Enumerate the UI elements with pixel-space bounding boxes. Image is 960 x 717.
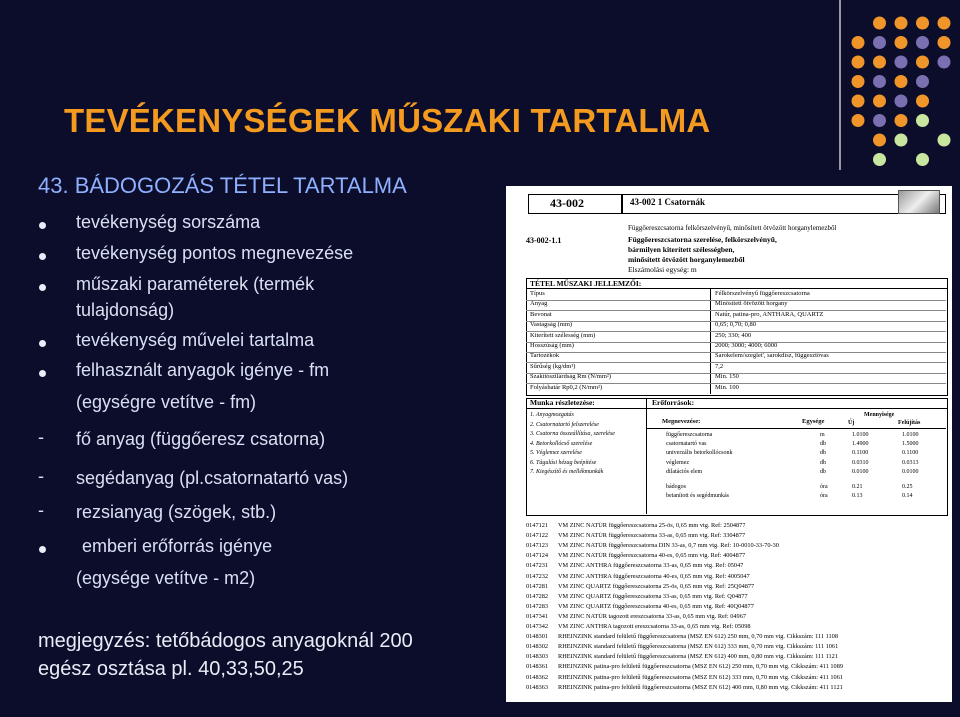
decorative-dot bbox=[895, 56, 908, 69]
resource-name: betanított és segédmunkás bbox=[666, 493, 729, 500]
product-desc: VM ZINC NATÚR függőereszcsatorna 33-as, 0,65 mm vtg. Ref: 3304877 bbox=[558, 532, 746, 540]
dash-item: rezsianyag (szögek, stb.) bbox=[76, 502, 277, 522]
dash-item: fő anyag (függőeresz csatorna) bbox=[76, 429, 326, 449]
work-item: 4. Betorkollócső szerelése bbox=[530, 440, 593, 447]
bullet-item: emberi erőforrás igénye bbox=[82, 536, 273, 556]
resource-new: 1.0100 bbox=[852, 432, 869, 438]
decorative-dot bbox=[852, 75, 865, 88]
decorative-dot bbox=[916, 95, 929, 108]
resource-new: 0.0310 bbox=[852, 459, 869, 466]
product-code: 0147283 bbox=[526, 602, 549, 610]
decorative-dot bbox=[895, 75, 908, 88]
work-item: 5. Véglemez szerelése bbox=[530, 450, 582, 456]
prop-label: Bevonat bbox=[530, 310, 552, 318]
resource-name: dilatációs elem bbox=[666, 468, 703, 475]
dash-marker: - bbox=[38, 500, 44, 520]
row-divider bbox=[526, 310, 946, 311]
dash-marker: - bbox=[38, 427, 44, 447]
resource-name: csatornatartó vas bbox=[666, 441, 707, 448]
prop-label: Vastagság (mm) bbox=[530, 321, 573, 329]
top-line: Függőereszcsatorna felkörszelvényű, minősített ötvözött horganylemezből bbox=[628, 224, 837, 232]
product-desc: VM ZINC NATÚR függőereszcsatorna DIN 33-as, 0,7 mm vtg. Ref: 10-0010-33-70-30 bbox=[558, 542, 779, 550]
bullet-item: műszaki paraméterek (termék bbox=[76, 274, 315, 294]
bullet-item-continuation: (egysége vetítve - m2) bbox=[76, 568, 256, 588]
decorative-dot bbox=[916, 36, 929, 49]
work-item: 3. Csatorna összeállítása, szerelése bbox=[530, 431, 615, 437]
decorative-dot bbox=[916, 114, 929, 127]
decorative-dot bbox=[938, 134, 951, 147]
work-title: Munka részletezése: bbox=[530, 398, 595, 407]
res-header-renovation: Felújítás bbox=[898, 420, 921, 426]
divider bbox=[646, 428, 946, 429]
decorative-dot bbox=[895, 134, 908, 147]
prop-value: 7,2 bbox=[715, 362, 724, 370]
product-code: 0147341 bbox=[526, 612, 549, 620]
bullet-dot-icon bbox=[39, 340, 46, 347]
decorative-dot bbox=[895, 114, 908, 127]
row-divider bbox=[526, 321, 946, 322]
work-item: 1. Anyagmozgatás bbox=[530, 412, 574, 418]
res-header-unit: Egysége bbox=[802, 418, 825, 425]
row-divider bbox=[526, 373, 946, 374]
product-desc: RHEINZINK standard felületű függőereszcsatorna (MSZ EN 612) 400 mm, 0,80 mm vtg. Cikkszám: 111 1121 bbox=[558, 653, 838, 661]
divider bbox=[526, 288, 948, 289]
top-line: Függőereszcsatorna szerelése, felkörszelvényű, bbox=[628, 235, 777, 244]
resource-unit: db bbox=[820, 441, 826, 448]
resource-renovation: 0.14 bbox=[902, 493, 913, 500]
prop-value: Sarokelem/szeglet', sarokdísz, függesztővas bbox=[715, 352, 829, 360]
decorative-dot bbox=[852, 36, 865, 49]
product-code: 0148362 bbox=[526, 673, 549, 681]
work-item: 7. Kiegészítő és mellékmunkák bbox=[530, 469, 604, 475]
item-number: 43-002-1.1 bbox=[526, 236, 562, 245]
decorative-dot bbox=[873, 153, 886, 166]
decorative-dot bbox=[852, 95, 865, 108]
row-divider bbox=[526, 383, 946, 384]
decorative-dot bbox=[938, 36, 951, 49]
resources-title: Erőforrások: bbox=[652, 398, 695, 407]
decorative-dot bbox=[916, 153, 929, 166]
bullet-item-continuation: tulajdonság) bbox=[76, 300, 175, 320]
product-desc: RHEINZINK standard felületű függőereszcsatorna (MSZ EN 612) 333 mm, 0,70 mm vtg. Cikkszám: 111 1061 bbox=[558, 643, 839, 651]
prop-label: Hosszúság (mm) bbox=[530, 342, 574, 349]
decorative-dot bbox=[852, 114, 865, 127]
resource-name: véglemez bbox=[666, 459, 689, 466]
product-desc: VM ZINC NATÚR függőereszcsatorna 40-es, 0,65 mm vtg. Ref: 4004877 bbox=[558, 552, 746, 560]
prop-value: 2000; 3000; 4000; 6000 bbox=[715, 342, 778, 349]
top-line: bármilyen kiterített szélességben, bbox=[628, 245, 735, 254]
decorative-dot bbox=[873, 56, 886, 69]
bullet-dot-icon bbox=[39, 253, 46, 260]
decorative-dot bbox=[873, 134, 886, 147]
decorative-dot bbox=[916, 17, 929, 30]
prop-label: Tartozékok bbox=[530, 352, 560, 360]
spec-document bbox=[506, 186, 952, 702]
product-code: 0147121 bbox=[526, 522, 549, 529]
prop-value: Min. 100 bbox=[715, 383, 739, 391]
product-desc: RHEINZINK standard felületű függőereszcsatorna (MSZ EN 612) 250 mm, 0,70 mm vtg. Cikkszám: 111 1108 bbox=[558, 633, 838, 641]
prop-value: Min. 150 bbox=[715, 373, 739, 381]
product-desc: VM ZINC ANTHRA függőereszcsatorna 33-as, 0,65 mm vtg. Ref: 05047 bbox=[558, 562, 744, 570]
resource-new: 0.0100 bbox=[852, 468, 869, 475]
res-header-name: Megnevezése: bbox=[662, 418, 701, 425]
bullet-dot-icon bbox=[39, 284, 46, 291]
product-code: 0147231 bbox=[526, 562, 549, 570]
resource-renovation: 0.1100 bbox=[902, 450, 919, 457]
product-desc: VM ZINC QUARTZ függőereszcsatorna 40-es, 0,65 mm vtg. Ref: 40Q04877 bbox=[558, 602, 754, 610]
decorative-dot bbox=[938, 17, 951, 30]
decorative-dot bbox=[895, 36, 908, 49]
product-code: 0147122 bbox=[526, 532, 549, 540]
prop-value: Natúr, patina-pro, ANTHARA, QUARTZ bbox=[715, 310, 824, 318]
prop-label: Kiterített szélesség (mm) bbox=[530, 331, 596, 339]
decorative-dot bbox=[852, 56, 865, 69]
resource-name: univerzális betorkollócsonk bbox=[666, 450, 733, 457]
resource-renovation: 0.0100 bbox=[902, 468, 919, 475]
work-item: 2. Csatornatartó felszerelése bbox=[530, 421, 599, 428]
resource-renovation: 1.0100 bbox=[902, 432, 919, 438]
resource-unit: óra bbox=[820, 484, 828, 490]
prop-value: 250; 330; 400 bbox=[715, 331, 752, 339]
product-code: 0148302 bbox=[526, 643, 549, 651]
dash-marker: - bbox=[38, 466, 44, 486]
prop-value: Minősített ötvözött horgany bbox=[715, 300, 788, 308]
divider bbox=[646, 398, 647, 514]
prop-value: Félkörszelvényű függőereszcsatorna bbox=[715, 290, 810, 297]
product-desc: RHEINZINK patina-pro felületű függőereszcsatorna (MSZ EN 612) 333 mm, 0,70 mm vtg. Cikkszám: 411 1061 bbox=[558, 673, 843, 681]
bullet-dot-icon bbox=[39, 222, 46, 229]
prop-label: Anyag bbox=[530, 300, 548, 308]
decorative-dot bbox=[895, 17, 908, 30]
bullet-dot-icon bbox=[39, 546, 46, 553]
decorative-dot bbox=[873, 114, 886, 127]
row-divider bbox=[526, 300, 946, 301]
decorative-dot bbox=[916, 75, 929, 88]
resource-renovation: 0.25 bbox=[902, 484, 913, 490]
decorative-dot bbox=[873, 95, 886, 108]
resource-new: 0.13 bbox=[852, 493, 863, 500]
bullet-item-continuation: (egységre vetítve - fm) bbox=[76, 392, 257, 412]
top-line: minősített ötvözött horganylemezből bbox=[628, 255, 745, 264]
resource-new: 1.4900 bbox=[852, 441, 869, 448]
bullet-item: felhasznált anyagok igénye - fm bbox=[76, 360, 330, 380]
row-divider bbox=[526, 342, 946, 343]
resource-renovation: 1.5000 bbox=[902, 441, 919, 448]
divider bbox=[526, 408, 948, 409]
row-divider bbox=[526, 352, 946, 353]
decorative-dot bbox=[938, 56, 951, 69]
product-code: 0148363 bbox=[526, 683, 549, 691]
resource-unit: óra bbox=[820, 493, 828, 500]
prop-label: Sűrűség (kg/dm³) bbox=[530, 362, 576, 370]
res-header-new: Új bbox=[848, 420, 855, 426]
resource-unit: m bbox=[820, 432, 825, 438]
doc-header-title: 43-002 1 Csatornák bbox=[630, 197, 706, 207]
resource-unit: db bbox=[820, 468, 826, 475]
decorative-dot bbox=[895, 95, 908, 108]
bullet-item: tevékenység pontos megnevezése bbox=[76, 243, 354, 263]
resource-name: függőereszcsatorna bbox=[666, 432, 713, 438]
product-code: 0147123 bbox=[526, 542, 549, 550]
product-desc: VM ZINC NATÚR függőereszcsatorna 25-ös, 0,65 mm vtg. Ref: 2504877 bbox=[558, 522, 746, 529]
resource-new: 0.21 bbox=[852, 484, 863, 490]
resource-renovation: 0.0313 bbox=[902, 459, 919, 466]
slide-subtitle: 43. BÁDOGOZÁS TÉTEL TARTALMA bbox=[38, 173, 407, 198]
product-desc: VM ZINC ANTHRA tagozott ereszcsatorna 33-as, 0,65 mm vtg. Ref: 05098 bbox=[558, 623, 751, 630]
note-line: egész osztása pl. 40,33,50,25 bbox=[38, 658, 304, 680]
prop-label: Szakítószilárdság Rm (N/mm²) bbox=[530, 373, 612, 381]
product-code: 0147342 bbox=[526, 623, 549, 630]
product-desc: RHEINZINK patina-pro felületű függőereszcsatorna (MSZ EN 612) 400 mm, 0,80 mm vtg. Cikkszám: 411 1121 bbox=[558, 683, 843, 691]
product-desc: RHEINZINK patina-pro felületű függőereszcsatorna (MSZ EN 612) 250 mm, 0,70 mm vtg. Cikkszám: 411 1089 bbox=[558, 663, 843, 671]
note-line: megjegyzés: tetőbádogos anyagoknál 200 bbox=[38, 630, 413, 652]
product-code: 0147124 bbox=[526, 552, 549, 560]
row-divider bbox=[526, 362, 946, 363]
product-code: 0147282 bbox=[526, 592, 549, 600]
bullet-dot-icon bbox=[39, 370, 46, 377]
bullet-item: tevékenység sorszáma bbox=[76, 212, 261, 232]
work-item: 6. Tágulási hézag beépítése bbox=[530, 459, 597, 466]
prop-value: 0,65; 0,70; 0,80 bbox=[715, 321, 756, 329]
doc-code: 43-002 bbox=[550, 196, 584, 210]
bullet-item: tevékenység művelei tartalma bbox=[76, 330, 315, 350]
dash-item: segédanyag (pl.csatornatartó vas) bbox=[76, 468, 349, 488]
product-desc: VM ZINC QUARTZ függőereszcsatorna 25-ös, 0,65 mm vtg. Ref: 25Q04877 bbox=[558, 582, 755, 590]
product-code: 0148303 bbox=[526, 653, 549, 661]
product-desc: VM ZINC QUARTZ függőereszcsatorna 33-as, 0,65 mm vtg. Ref: Q04877 bbox=[558, 592, 748, 600]
product-code: 0147281 bbox=[526, 582, 549, 590]
resource-unit: db bbox=[820, 459, 826, 466]
row-divider bbox=[526, 331, 946, 332]
gutter-icon bbox=[898, 190, 940, 214]
decorative-dot bbox=[873, 17, 886, 30]
product-desc: VM ZINC NATÚR tagozott ereszcsatorna 33-as, 0,65 mm vtg. Ref: 04967 bbox=[558, 612, 746, 620]
product-code: 0148301 bbox=[526, 633, 549, 641]
product-desc: VM ZINC ANTHRA függőereszcsatorna 40-es, 0,65 mm vtg. Ref: 4005047 bbox=[558, 572, 750, 580]
prop-label: Típus bbox=[530, 290, 545, 297]
decorative-dot bbox=[916, 56, 929, 69]
product-code: 0147232 bbox=[526, 572, 549, 580]
resource-new: 0.1100 bbox=[852, 450, 869, 457]
res-header-quantity: Mennyisége bbox=[864, 412, 895, 418]
product-code: 0148361 bbox=[526, 663, 549, 671]
resource-unit: db bbox=[820, 450, 826, 457]
prop-label: Folyáshatár Rp0,2 (N/mm²) bbox=[530, 383, 603, 391]
decorative-dot bbox=[873, 75, 886, 88]
slide-title: TEVÉKENYSÉGEK MŰSZAKI TARTALMA bbox=[64, 102, 711, 139]
props-title: TÉTEL MŰSZAKI JELLEMZŐI: bbox=[530, 279, 642, 288]
decorative-dot bbox=[873, 36, 886, 49]
resource-name: bádogos bbox=[666, 484, 686, 490]
top-line: Elszámolási egység: m bbox=[628, 265, 697, 274]
